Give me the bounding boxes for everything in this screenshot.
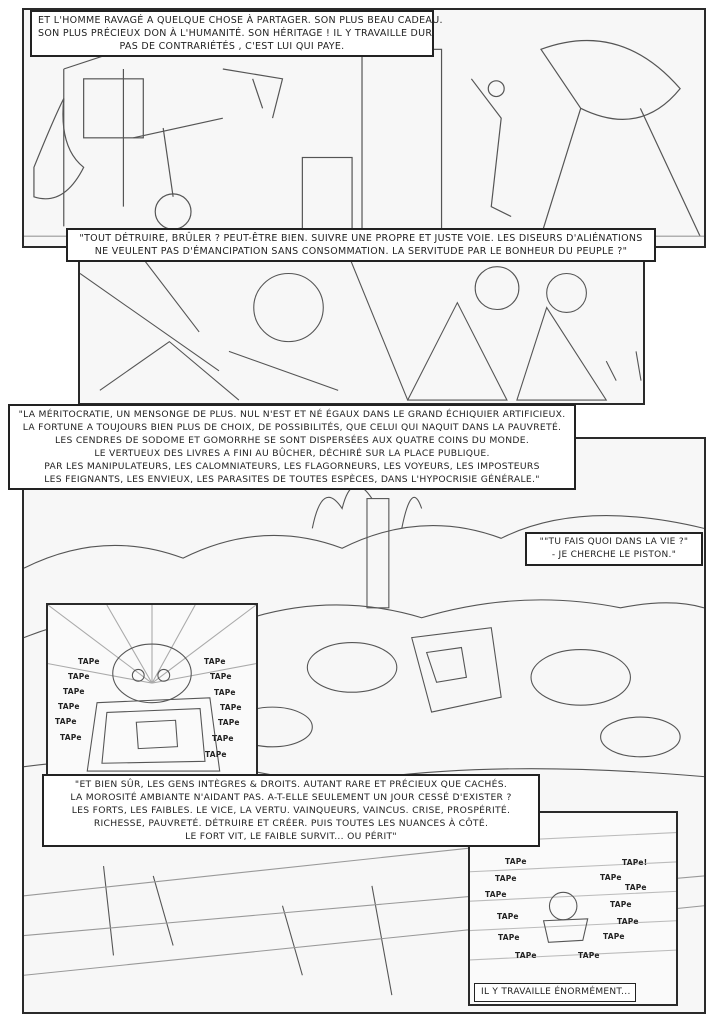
speech-piston-line-1: ""TU FAIS QUOI DANS LA VIE ?" bbox=[539, 537, 689, 547]
caption-integrity-line-5: LE FORT VIT, LE FAIBLE SURVIT... OU PÉRIT" bbox=[185, 831, 397, 842]
caption-integrity-line-1: "ET BIEN SÛR, LES GENS INTÈGRES & DROITS. AUTANT RARE ET PRÉCIEUX QUE CACHÉS. bbox=[74, 779, 508, 790]
caption-destroy bbox=[66, 228, 656, 262]
caption-integrity-line-4: RICHESSE, PAUVRETÉ. DÉTRUIRE ET CRÉER. PUIS TOUTES LES NUANCES À CÔTÉ. bbox=[93, 818, 489, 829]
speech-piston bbox=[525, 532, 703, 566]
sfx-tape: TAPe bbox=[212, 734, 234, 743]
sfx-tape: TAPe bbox=[220, 703, 242, 712]
sfx-tape: TAPe bbox=[485, 890, 507, 899]
sfx-tape: TAPe bbox=[515, 951, 537, 960]
sfx-tape: TAPe bbox=[505, 857, 527, 866]
sfx-tape: TAPe bbox=[78, 657, 100, 666]
sfx-tape: TAPe bbox=[578, 951, 600, 960]
caption-integrity-line-3: LES FORTS, LES FAIBLES. LE VICE, LA VERTU. VAINQUEURS, VAINCUS. CRISE, PROSPÉRITÉ. bbox=[71, 805, 511, 816]
sfx-tape: TAPe bbox=[205, 750, 227, 759]
caption-intro-line-3: PAS DE CONTRARIÉTÉS , C'EST LUI QUI PAYE. bbox=[119, 41, 345, 52]
caption-destroy-line-2: NE VEULENT PAS D'ÉMANCIPATION SANS CONSOMMATION. LA SERVITUDE PAR LE BONHEUR DU PEUPLE ?" bbox=[94, 246, 628, 257]
caption-meritocracy-line-2: LA FORTUNE A TOUJOURS BIEN PLUS DE CHOIX, DE POSSIBILITÉS, QUE CELUI QUI NAQUIT DANS LA PAUVRETÉ. bbox=[22, 422, 562, 433]
sfx-tape: TAPe bbox=[58, 702, 80, 711]
sfx-tape: TAPe bbox=[210, 672, 232, 681]
sfx-tape: TAPe bbox=[610, 900, 632, 909]
caption-intro bbox=[30, 10, 443, 57]
caption-meritocracy-line-4: LE VERTUEUX DES LIVRES A FINI AU BÛCHER, DÉCHIRÉ SUR LA PLACE PUBLIQUE. bbox=[94, 448, 490, 459]
caption-intro-line-1: ET L'HOMME RAVAGÉ A QUELQUE CHOSE À PARTAGER. SON PLUS BEAU CADEAU. bbox=[38, 15, 443, 26]
sfx-tape: TAPe bbox=[63, 687, 85, 696]
caption-meritocracy-line-3: LES CENDRES DE SODOME ET GOMORRHE SE SONT DISPERSÉES AUX QUATRE COINS DU MONDE. bbox=[54, 435, 530, 446]
caption-intro-line-2: SON PLUS PRÉCIEUX DON À L'HUMANITÉ. SON HÉRITAGE ! IL Y TRAVAILLE DUR. bbox=[38, 28, 436, 39]
caption-destroy-line-1: "TOUT DÉTRUIRE, BRÛLER ? PEUT-ÊTRE BIEN. SUIVRE UNE PROPRE ET JUSTE VOIE. LES DISEURS D'ALIÉNATIONS bbox=[79, 233, 643, 244]
sfx-tape: TAPe bbox=[617, 917, 639, 926]
speech-piston-line-2: - JE CHERCHE LE PISTON." bbox=[551, 550, 677, 560]
sfx-tape: TAPe bbox=[603, 932, 625, 941]
caption-meritocracy-line-5: PAR LES MANIPULATEURS, LES CALOMNIATEURS, LES FLAGORNEURS, LES VOYEURS, LES IMPOSTEURS bbox=[44, 461, 540, 472]
panel-2-drawing bbox=[80, 254, 643, 403]
caption-meritocracy-line-1: "LA MÉRITOCRATIE, UN MENSONGE DE PLUS. NUL N'EST ET NÉ ÉGAUX DANS LE GRAND ÉCHIQUIER ARTIFICIEUX. bbox=[18, 409, 566, 420]
sfx-tape: TAPe bbox=[68, 672, 90, 681]
sfx-tape: TAPe bbox=[498, 933, 520, 942]
sfx-tape: TAPe bbox=[218, 718, 240, 727]
sfx-tape: TAPe bbox=[60, 733, 82, 742]
caption-integrity bbox=[42, 774, 540, 847]
caption-meritocracy-line-6: LES FEIGNANTS, LES ENVIEUX, LES PARASITES DE TOUTES ESPÈCES, DANS L'HYPOCRISIE GÉNÉRALE." bbox=[44, 474, 540, 485]
sfx-tape: TAPe bbox=[495, 874, 517, 883]
caption-integrity-line-2: LA MOROSITÉ AMBIANTE N'AIDANT PAS. A-T-ELLE SEULEMENT UN JOUR CESSÉ D'EXISTER ? bbox=[70, 792, 512, 803]
sfx-tape: TAPe bbox=[600, 873, 622, 882]
sfx-tape: TAPe bbox=[214, 688, 236, 697]
sfx-tape: TAPe bbox=[55, 717, 77, 726]
sfx-tape: TAPe! bbox=[622, 858, 648, 867]
panel-2 bbox=[78, 252, 645, 405]
sfx-tape: TAPe bbox=[204, 657, 226, 666]
caption-final-text: IL Y TRAVAILLE ÉNORMÉMENT... bbox=[481, 987, 631, 997]
caption-final bbox=[474, 983, 636, 1002]
sfx-tape: TAPe bbox=[625, 883, 647, 892]
caption-meritocracy bbox=[8, 404, 576, 490]
sfx-tape: TAPe bbox=[497, 912, 519, 921]
